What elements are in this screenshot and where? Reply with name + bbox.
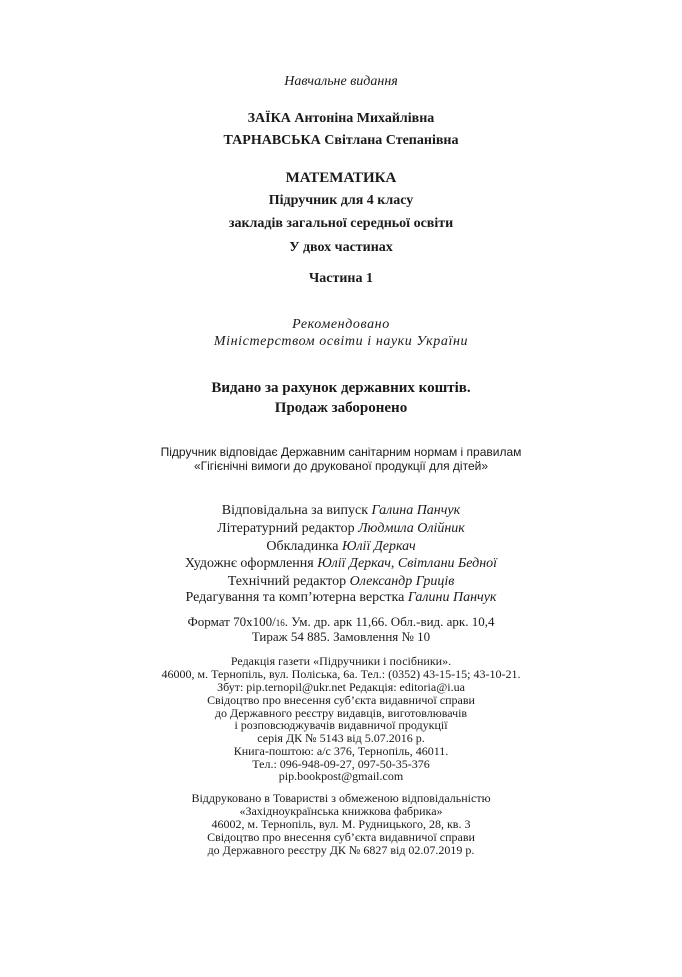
publisher-line: pip.bookpost@gmail.com	[278, 769, 404, 783]
recommendation-line-1: Рекомендовано	[292, 317, 390, 332]
printer-line: до Державного реєстру ДК № 6827 від 02.07.2019 р.	[207, 843, 475, 857]
format-prefix: Формат 70x100/	[187, 614, 276, 629]
credit-literary-editor	[0, 521, 682, 537]
credit-person-2: Світлани Бедної	[397, 556, 498, 571]
publisher-line: серія ДК № 5143 від 5.07.2016 р.	[257, 731, 425, 745]
sanitary-line-2: «Гігієнічні вимоги до друкованої продукції для дітей»	[193, 459, 489, 473]
printer-line: 46002, м. Тернопіль, вул. М. Рудницького, 28, кв. 3	[211, 817, 471, 831]
credit-tech-editor	[0, 574, 682, 590]
credit-person: Галини Панчук	[407, 590, 497, 605]
publisher-line: Свідоцтво про внесення суб’єкта видавничої справи	[207, 693, 475, 707]
book-subtitle-schools: закладів загальної середньої освіти	[228, 216, 454, 231]
credit-person: Олександр Гриців	[349, 574, 455, 589]
credit-person: Людмила Олійник	[358, 521, 465, 536]
sanitary-line-1: Підручник відповідає Державним санітарним нормам і правилам	[160, 445, 522, 459]
publisher-line: Книга-поштою: а/с 376, Тернопіль, 46011.	[233, 744, 449, 758]
edition-type: Навчальне видання	[284, 74, 398, 89]
credit-person: Галина Панчук	[371, 503, 461, 518]
credit-role: Відповідальна за випуск	[221, 503, 372, 518]
book-title: МАТЕМАТИКА	[285, 170, 397, 186]
credit-role: Художнє оформлення	[184, 556, 318, 571]
printer-line: Свідоцтво про внесення суб’єкта видавничої справи	[207, 830, 475, 844]
format-rest: . Ум. др. арк 11,66. Обл.-вид. арк. 10,4	[284, 614, 495, 629]
print-run-line: Тираж 54 885. Замовлення № 10	[251, 629, 431, 644]
recommendation-line-2: Міністерством освіти і науки України	[213, 334, 469, 349]
publisher-line: і розповсюджувачів видавничої продукції	[234, 718, 448, 732]
format-fraction: 16	[275, 618, 285, 628]
book-part: Частина 1	[309, 271, 373, 286]
publisher-line: до Державного реєстру видавців, виготовлювачів	[214, 706, 468, 720]
credit-role: Технічний редактор	[227, 574, 350, 589]
publisher-line: Редакція газети «Підручники і посібники».	[230, 654, 452, 668]
credit-cover	[0, 539, 682, 555]
credit-responsible	[0, 503, 682, 519]
credit-person: Юлії Деркач	[317, 556, 391, 571]
author-1: ЗАЇКА Антоніна Михайлівна	[247, 111, 435, 126]
credit-layout	[0, 590, 682, 606]
printer-line: «Західноукраїнська книжкова фабрика»	[239, 804, 443, 818]
credit-role: Обкладинка	[266, 539, 342, 554]
format-line	[0, 614, 682, 630]
credit-person: Юлії Деркач	[342, 539, 416, 554]
credit-role: Літературний редактор	[217, 521, 359, 536]
publisher-line: Збут: pip.ternopil@ukr.net Редакція: editoria@i.ua	[217, 680, 465, 694]
publisher-line: 46000, м. Тернопіль, вул. Поліська, 6а. Тел.: (0352) 43-15-15; 43-10-21.	[161, 667, 521, 681]
sale-prohibited: Продаж заборонено	[274, 400, 408, 416]
book-subtitle-grade: Підручник для 4 класу	[268, 193, 414, 208]
credit-separator: ,	[390, 556, 398, 571]
credit-art-design	[0, 556, 682, 572]
printer-line: Віддруковано в Товаристві з обмеженою відповідальністю	[191, 791, 491, 805]
credit-role: Редагування та комп’ютерна верстка	[185, 590, 408, 605]
book-parts: У двох частинах	[289, 240, 393, 255]
funding-notice: Видано за рахунок державних коштів.	[211, 380, 471, 396]
author-2: ТАРНАВСЬКА Світлана Степанівна	[223, 133, 459, 148]
publisher-line: Тел.: 096-948-09-27, 097-50-35-376	[252, 757, 430, 771]
